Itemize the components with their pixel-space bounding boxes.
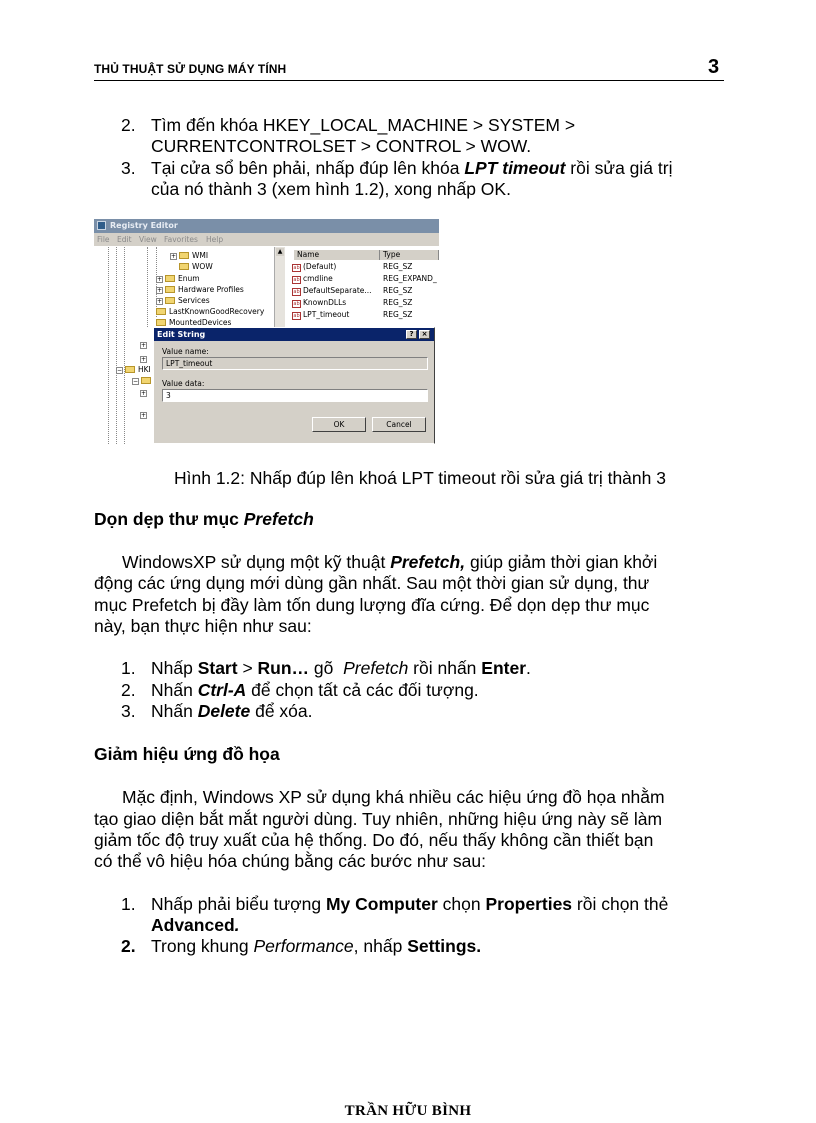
folder-icon (165, 286, 175, 293)
emphasis: Settings. (407, 936, 482, 956)
emphasis: Prefetch, (390, 552, 466, 572)
value-row[interactable] (292, 297, 346, 309)
step-number: 1. (121, 658, 136, 678)
string-value-icon: ab (293, 289, 300, 295)
value-row[interactable] (292, 261, 336, 273)
tree-line (147, 247, 148, 327)
text-run: Trong khung (151, 936, 254, 956)
value-name-label: Value name: (162, 347, 209, 356)
page-number: 3 (708, 56, 720, 78)
string-value-icon: ab (293, 301, 300, 307)
menu-edit[interactable]: Edit (117, 235, 132, 244)
folder-icon (165, 297, 175, 304)
step-text (151, 915, 240, 936)
text-run: để chọn tất cả các đối tượng. (246, 680, 479, 700)
menu-file[interactable]: File (97, 235, 110, 244)
step-text: CURRENTCONTROLSET > CONTROL > WOW. (151, 136, 532, 156)
expand-icon[interactable]: + (141, 412, 147, 419)
tree-node-label: WOW (192, 262, 213, 271)
step-number: 2. (121, 936, 136, 956)
tree-node[interactable] (140, 387, 149, 398)
value-row[interactable] (292, 309, 349, 321)
step-number: 2. (121, 115, 136, 135)
step-text (151, 658, 531, 679)
tree-node-label: WMI (192, 251, 209, 260)
value-data-label: Value data: (162, 379, 205, 388)
column-header-type[interactable]: Type (380, 250, 439, 260)
expand-icon[interactable]: + (141, 390, 147, 397)
text-run: Nhấn (151, 680, 198, 700)
running-header-title: THỦ THUẬT SỬ DỤNG MÁY TÍNH (94, 62, 287, 76)
scroll-up-icon[interactable]: ▲ (277, 248, 283, 255)
expand-icon[interactable]: + (171, 253, 177, 260)
emphasis: Run… (257, 658, 310, 678)
window-titlebar (94, 219, 439, 233)
emphasis: Ctrl-A (197, 680, 247, 700)
value-name: cmdline (303, 274, 333, 283)
emphasis: My Computer (325, 894, 438, 914)
text-run: gõ (309, 658, 344, 678)
expand-icon[interactable]: + (157, 298, 163, 305)
step-text: của nó thành 3 (xem hình 1.2), xong nhấp OK. (151, 179, 511, 199)
text-run: Tại cửa sổ bên phải, nhấp đúp lên khóa (151, 158, 465, 178)
tree-node[interactable] (179, 261, 213, 272)
value-name: (Default) (303, 262, 337, 271)
string-value-icon: ab (293, 313, 300, 319)
text-run: Nhấp (151, 658, 198, 678)
tree-node[interactable] (140, 353, 149, 364)
step-text (151, 701, 313, 722)
text-run: chọn (437, 894, 486, 914)
text-run: rồi nhấn (408, 658, 482, 678)
value-name: LPT_timeout (303, 310, 350, 319)
window-title: Registry Editor (110, 221, 178, 230)
paragraph-line: mục Prefetch bị đầy làm tốn dung lượng đĩa cứng. Để dọn dẹp thư mục (94, 595, 650, 615)
tree-node-label: Services (178, 296, 210, 305)
menu-help[interactable]: Help (206, 235, 224, 244)
text-run: Nhấn (151, 701, 198, 721)
text-run: WindowsXP sử dụng một kỹ thuật (122, 552, 391, 572)
text-run: để xóa. (250, 701, 313, 721)
folder-icon (179, 252, 189, 259)
value-type: REG_SZ (383, 262, 413, 271)
step-number: 1. (121, 894, 136, 914)
emphasis: Performance (253, 936, 354, 956)
value-row[interactable] (292, 285, 372, 297)
tree-line (116, 247, 117, 444)
paragraph-line: giảm tốc độ truy xuất của hệ thống. Do đó, nếu thấy không cần thiết bạn (94, 830, 654, 850)
string-value-icon: ab (293, 277, 300, 283)
emphasis: Start (197, 658, 238, 678)
tree-node-label: LastKnownGoodRecovery (169, 307, 265, 316)
tree-node-label: MountedDevices (169, 318, 232, 327)
registry-editor-screenshot (94, 219, 439, 444)
tree-node[interactable] (156, 295, 210, 306)
tree-node[interactable] (116, 364, 151, 375)
text-run: Dọn dẹp thư mục (94, 509, 244, 529)
tree-node[interactable] (156, 306, 264, 317)
folder-icon (156, 308, 166, 315)
folder-icon (125, 366, 135, 373)
section-heading (94, 509, 314, 530)
value-name: DefaultSeparate... (303, 286, 372, 295)
value-name: KnownDLLs (303, 298, 347, 307)
tree-node[interactable] (156, 273, 200, 284)
text-run: . (234, 915, 240, 935)
tree-line (108, 247, 109, 444)
tree-node[interactable] (140, 339, 149, 350)
text-run: Nhấp phải biểu tượng (151, 894, 326, 914)
folder-icon (165, 275, 175, 282)
text-run: , nhấp (353, 936, 408, 956)
tree-node[interactable] (140, 409, 149, 420)
expand-icon[interactable]: + (141, 356, 147, 363)
value-name-field: LPT_timeout (162, 357, 428, 370)
folder-icon (156, 319, 166, 326)
step-number: 3. (121, 158, 136, 178)
value-type: REG_SZ (383, 286, 413, 295)
paragraph-line (122, 552, 657, 573)
emphasis: Enter (481, 658, 527, 678)
page-footer-author: TRẦN HỮU BÌNH (344, 1103, 472, 1119)
text-run: . (526, 658, 531, 678)
expand-icon[interactable]: + (157, 287, 163, 294)
value-type: REG_SZ (383, 310, 413, 319)
paragraph-line: Mặc định, Windows XP sử dụng khá nhiều các hiệu ứng đồ họa nhằm (122, 787, 665, 807)
dialog-title: Edit String (154, 328, 434, 341)
figure-caption: Hình 1.2: Nhấp đúp lên khoá LPT timeout rồi sửa giá trị thành 3 (174, 468, 666, 488)
value-data-input[interactable]: 3 (162, 389, 428, 402)
text-run: rồi sửa giá trị (565, 158, 673, 178)
menu-view[interactable]: View (139, 235, 157, 244)
text-run: giúp giảm thời gian khởi (465, 552, 658, 572)
emphasis: Advanced (151, 915, 235, 935)
header-rule (94, 80, 724, 81)
expand-icon[interactable]: + (157, 276, 163, 283)
edit-string-dialog (153, 327, 435, 444)
text-run: > (237, 658, 258, 678)
step-text (151, 680, 479, 701)
emphasis: Prefetch (343, 658, 409, 678)
paragraph-line: tạo giao diện bắt mắt người dùng. Tuy nhiên, những hiệu ứng này sẽ làm (94, 809, 663, 829)
step-text (151, 936, 481, 957)
value-type: REG_EXPAND_ (383, 274, 437, 283)
tree-node[interactable] (156, 284, 244, 295)
text-run: rồi chọn thẻ (572, 894, 669, 914)
column-header-name[interactable]: Name (294, 250, 380, 260)
step-text (151, 158, 672, 179)
emphasis: LPT timeout (464, 158, 566, 178)
value-type: REG_SZ (383, 298, 413, 307)
step-text (151, 894, 668, 915)
menu-favorites[interactable]: Favorites (164, 235, 198, 244)
ok-button[interactable]: OK (312, 417, 366, 432)
step-number: 2. (121, 680, 136, 700)
tree-node[interactable] (132, 375, 154, 386)
paragraph-line: có thể vô hiệu hóa chúng bằng các bước như sau: (94, 851, 486, 871)
tree-node-label: Enum (178, 274, 200, 283)
menu-bar (94, 233, 439, 246)
paragraph-line: động các ứng dụng mới dùng gần nhất. Sau một thời gian sử dụng, thư (94, 573, 650, 593)
expand-icon[interactable]: + (141, 342, 147, 349)
collapse-icon[interactable]: − (117, 367, 123, 374)
paragraph-line: này, bạn thực hiện như sau: (94, 616, 312, 636)
tree-scrollbar[interactable] (274, 247, 285, 327)
step-number: 3. (121, 701, 136, 721)
value-row[interactable] (292, 273, 333, 285)
step-text: Tìm đến khóa HKEY_LOCAL_MACHINE > SYSTEM > (151, 115, 576, 135)
string-value-icon: ab (293, 265, 300, 271)
collapse-icon[interactable]: − (133, 378, 139, 385)
help-button[interactable]: ? (406, 330, 417, 339)
emphasis: Prefetch (243, 509, 314, 529)
tree-node-label: HKI (138, 365, 151, 374)
tree-node-label: Hardware Profiles (178, 285, 244, 294)
registry-editor-icon (97, 221, 106, 230)
folder-open-icon (179, 263, 189, 270)
tree-line (124, 247, 125, 444)
section-heading: Giảm hiệu ứng đồ họa (94, 744, 280, 764)
tree-node[interactable] (170, 250, 208, 261)
close-button[interactable]: × (419, 330, 430, 339)
emphasis: Properties (485, 894, 573, 914)
emphasis: Delete (197, 701, 251, 721)
cancel-button[interactable]: Cancel (372, 417, 426, 432)
folder-icon (141, 377, 151, 384)
